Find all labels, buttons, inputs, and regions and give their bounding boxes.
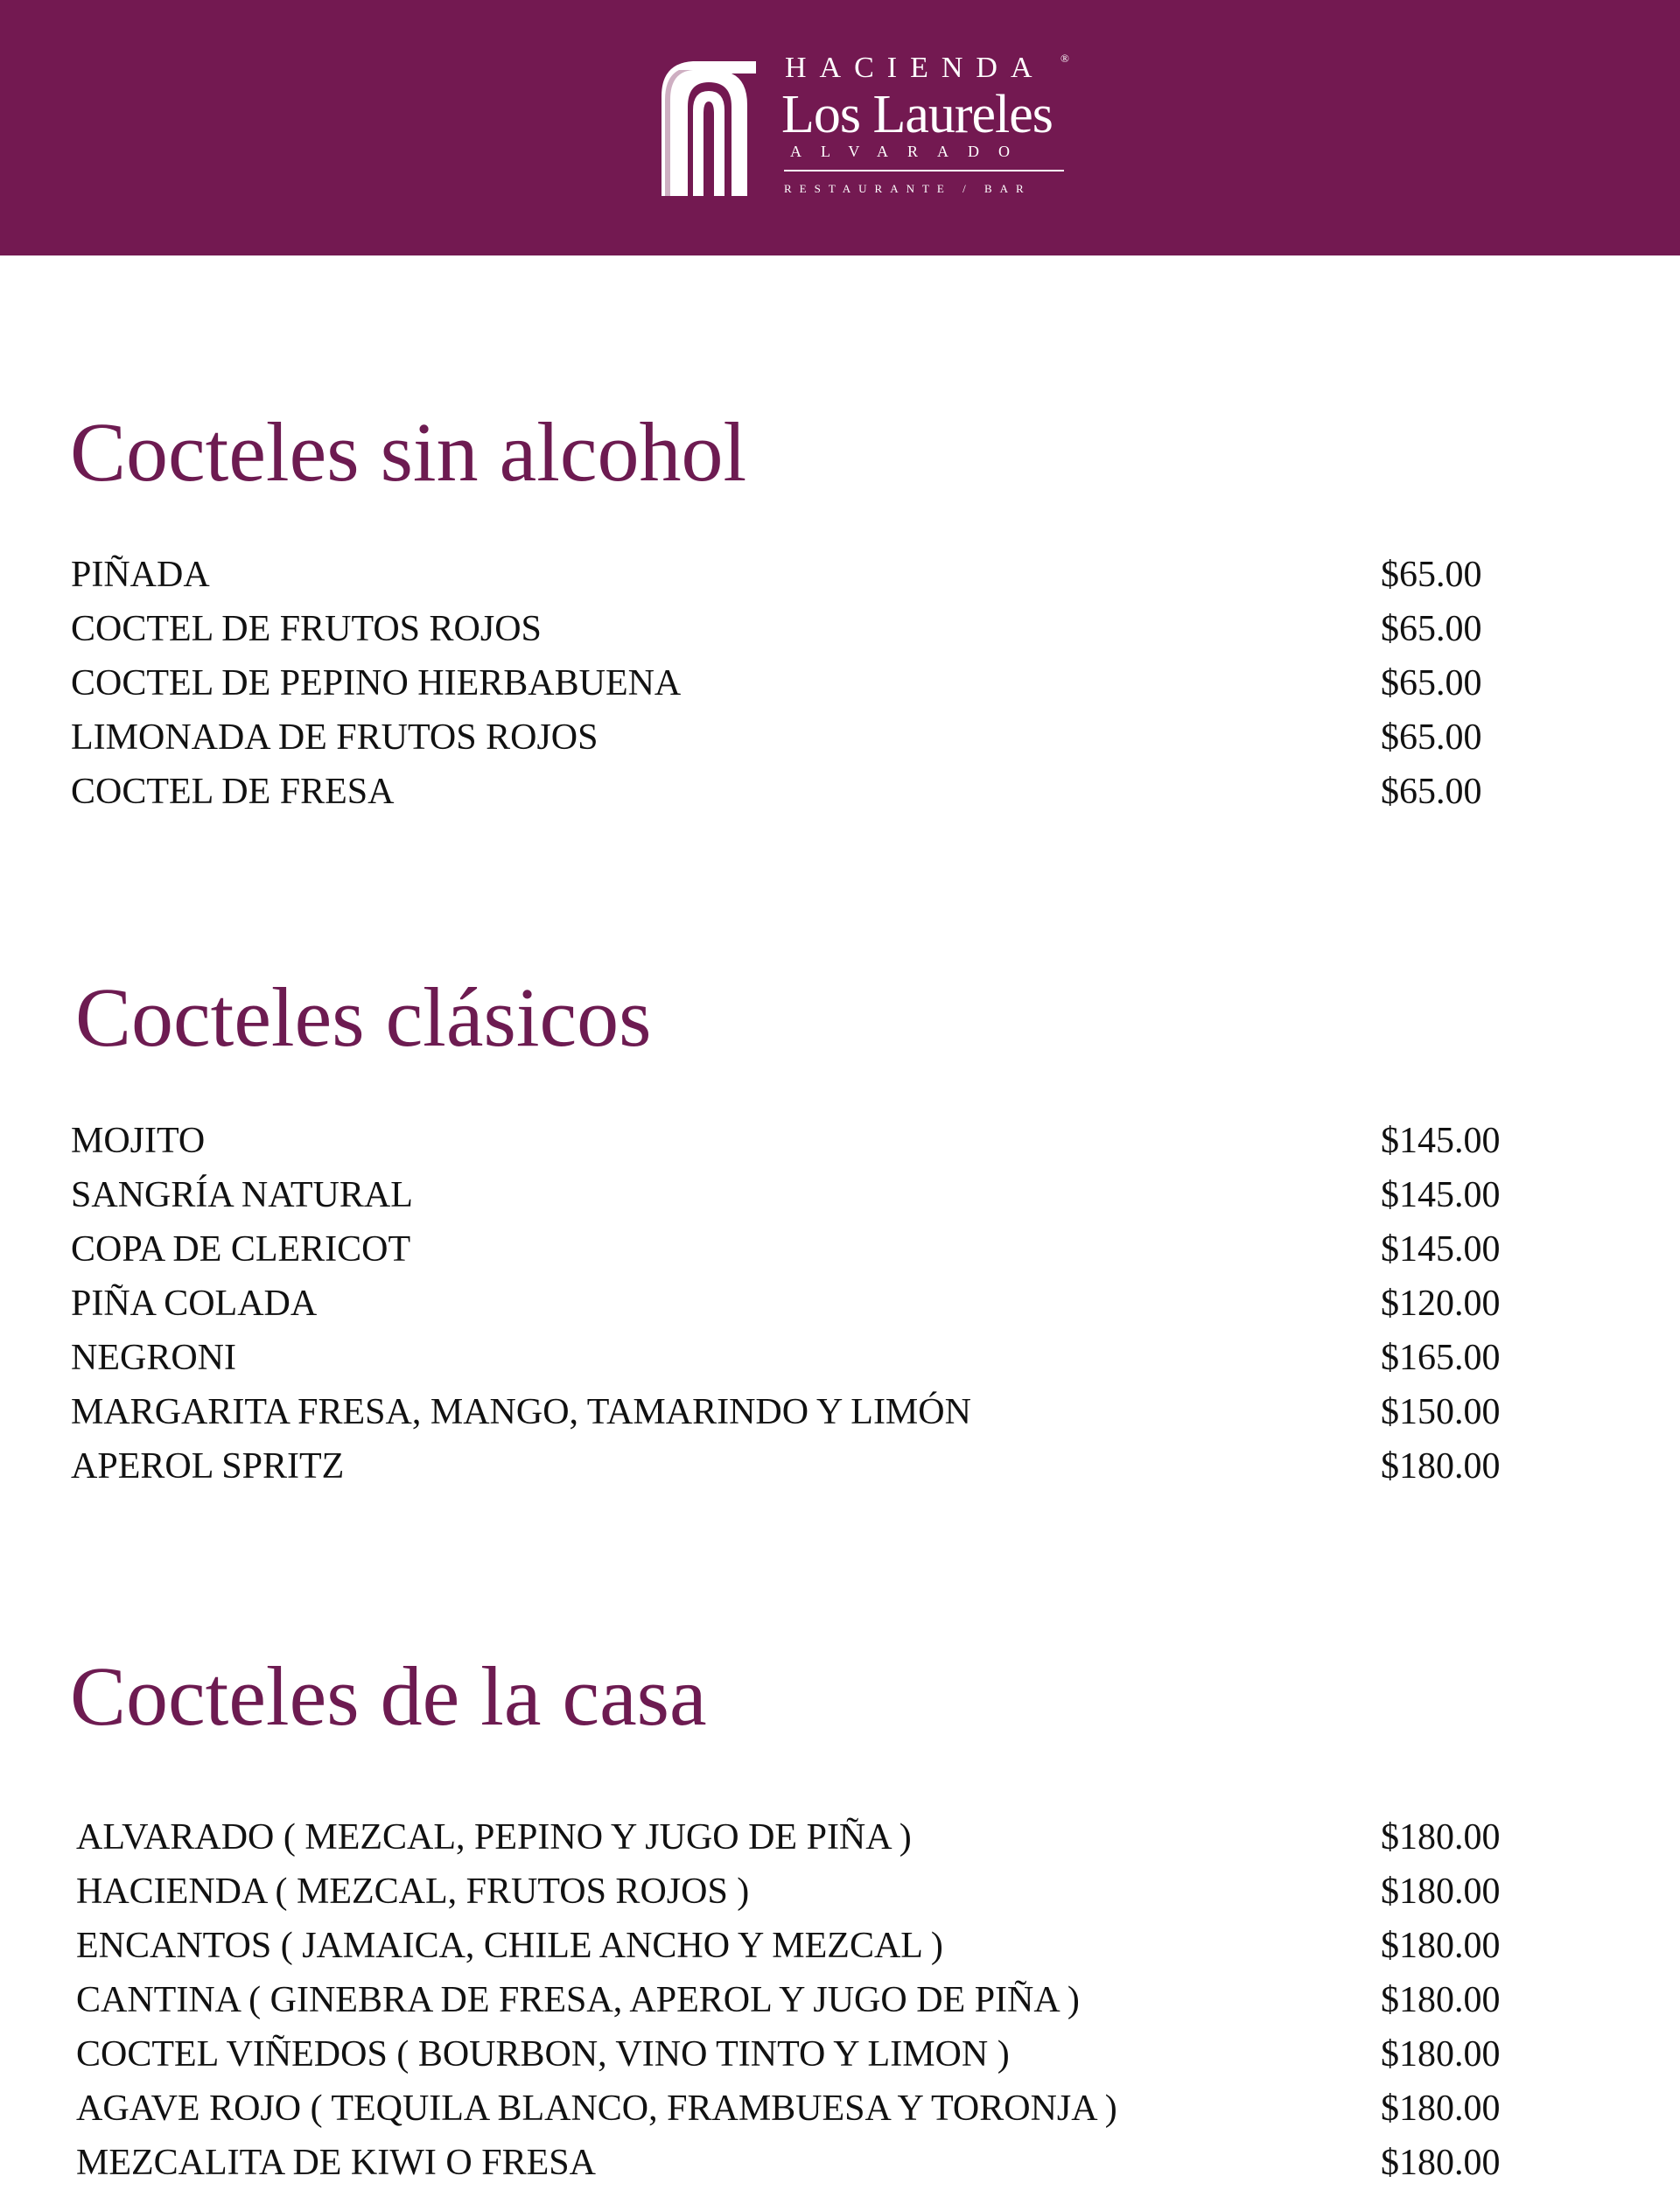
item-name: ALVARADO ( MEZCAL, PEPINO Y JUGO DE PIÑA ) [76,1817,912,1858]
item-name: MOJITO [71,1121,206,1161]
menu-list-sin-alcohol [0,548,1680,819]
item-price: $180.00 [1381,2089,1501,2129]
header-banner [0,0,1680,255]
registered-mark: ® [1060,52,1069,65]
arch-logo-icon [658,56,761,198]
item-name: COCTEL DE PEPINO HIERBABUENA [71,663,682,703]
item-name: PIÑADA [71,555,210,595]
menu-item [0,2136,1680,2190]
item-price: $65.00 [1381,772,1482,812]
item-name: COCTEL DE FRESA [71,772,395,812]
item-name: MARGARITA FRESA, MANGO, TAMARINDO Y LIMÓN [71,1392,971,1432]
menu-item [0,1865,1680,1919]
item-name: AGAVE ROJO ( TEQUILA BLANCO, FRAMBUESA Y TORONJA ) [76,2089,1117,2129]
item-name: MEZCALITA DE KIWI O FRESA [76,2143,596,2183]
item-name: COCTEL DE FRUTOS ROJOS [71,609,542,649]
menu-list-clasicos [0,1114,1680,1494]
menu-item [0,765,1680,819]
item-price: $145.00 [1381,1121,1501,1161]
item-price: $165.00 [1381,1338,1501,1378]
item-price: $65.00 [1381,717,1482,758]
brand-name: Los Laureles [781,85,1053,144]
item-price: $65.00 [1381,609,1482,649]
item-price: $120.00 [1381,1284,1501,1324]
menu-item [0,602,1680,656]
brand-subtitle: RESTAURANTE / BAR [784,182,1032,195]
item-price: $180.00 [1381,1872,1501,1912]
brand-location: ALVARADO [790,143,1030,160]
section-title-sin-alcohol: Cocteles sin alcohol [70,405,747,499]
menu-item [0,1973,1680,2027]
menu-list-de-la-casa [0,1810,1680,2190]
item-name: CANTINA ( GINEBRA DE FRESA, APEROL Y JUGO DE PIÑA ) [76,1980,1080,2020]
item-price: $180.00 [1381,2034,1501,2075]
item-price: $145.00 [1381,1175,1501,1215]
menu-item [0,2082,1680,2136]
item-price: $145.00 [1381,1229,1501,1270]
brand-divider [784,170,1064,171]
brand-top-line: HACIENDA [785,52,1046,84]
menu-item [0,1385,1680,1439]
item-price: $180.00 [1381,1817,1501,1858]
item-price: $180.00 [1381,1980,1501,2020]
menu-item [0,710,1680,765]
item-name: ENCANTOS ( JAMAICA, CHILE ANCHO Y MEZCAL ) [76,1926,943,1966]
section-title-clasicos: Cocteles clásicos [75,970,652,1064]
item-name: COPA DE CLERICOT [71,1229,411,1270]
menu-item [0,1439,1680,1494]
menu-item [0,1222,1680,1277]
item-price: $180.00 [1381,1446,1501,1487]
item-name: LIMONADA DE FRUTOS ROJOS [71,717,598,758]
menu-item [0,1114,1680,1168]
item-price: $150.00 [1381,1392,1501,1432]
menu-item [0,548,1680,602]
item-price: $180.00 [1381,2143,1501,2183]
menu-item [0,1277,1680,1331]
item-price: $180.00 [1381,1926,1501,1966]
item-name: APEROL SPRITZ [71,1446,345,1487]
item-name: PIÑA COLADA [71,1284,318,1324]
item-name: NEGRONI [71,1338,236,1378]
menu-item [0,1919,1680,1973]
item-name: SANGRÍA NATURAL [71,1175,413,1215]
item-name: HACIENDA ( MEZCAL, FRUTOS ROJOS ) [76,1872,750,1912]
item-name: COCTEL VIÑEDOS ( BOURBON, VINO TINTO Y LIMON ) [76,2034,1010,2075]
menu-item [0,656,1680,710]
menu-item [0,1168,1680,1222]
item-price: $65.00 [1381,663,1482,703]
menu-item [0,1810,1680,1865]
menu-item [0,1331,1680,1385]
menu-item [0,2027,1680,2082]
section-title-de-la-casa: Cocteles de la casa [70,1649,707,1743]
item-price: $65.00 [1381,555,1482,595]
